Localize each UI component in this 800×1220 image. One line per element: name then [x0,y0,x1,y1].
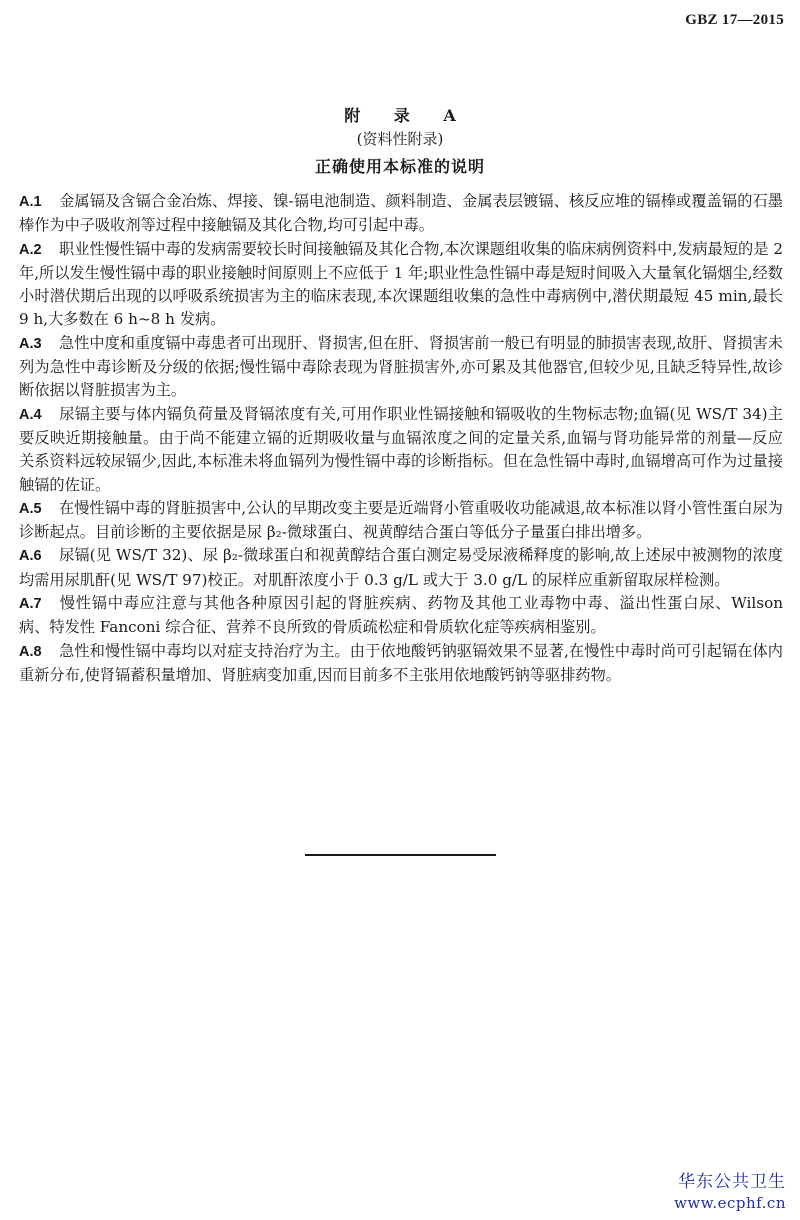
clause-text: 职业性慢性镉中毒的发病需要较长时间接触镉及其化合物,本次课题组收集的临床病例资料中,发病最短的是 2 年,所以发生慢性镉中毒的职业接触时间原则上不应低于 1 年;职业性急性镉中毒是短时间吸入大量氧化镉烟尘,经数小时潜伏期后出现的以呼吸系统损害为主的临床表现,本次课题组收集的急性中毒病例中,潜伏期最短 45 min,最长 9 h,大多数在 6 h~8 h 发病。 [19,239,783,329]
clause-text: 尿镉主要与体内镉负荷量及肾镉浓度有关,可用作职业性镉接触和镉吸收的生物标志物;血镉(见 WS/T 34)主要反映近期接触量。由于尚不能建立镉的近期吸收量与血镉浓度之间的定量关系,血镉与肾功能异常的剂量—反应关系资料远较尿镉少,因此,本标准未将血镉列为慢性镉中毒的诊断指标。但在急性镉中毒时,血镉增高可作为过量接触镉的佐证。 [19,404,783,494]
clause-number: A.2 [19,241,42,258]
clause-text: 急性中度和重度镉中毒患者可出现肝、肾损害,但在肝、肾损害前一般已有明显的肺损害表现,故肝、肾损害未列为急性中毒诊断及分级的依据;慢性镉中毒除表现为肾脏损害外,亦可累及其他器官,但较少见,且缺乏特异性,故诊断依据以肾脏损害为主。 [19,333,783,400]
end-divider [305,854,496,856]
appendix-title: 正确使用本标准的说明 [314,157,485,176]
clause-a7 [19,592,783,640]
clause-text: 慢性镉中毒应注意与其他各种原因引起的肾脏疾病、药物及其他工业毒物中毒、溢出性蛋白尿、Wilson 病、特发性 Fanconi 综合征、营养不良所致的骨质疏松症和骨质软化症等疾病相鉴别。 [19,594,783,637]
appendix-body [19,190,783,687]
clause-number: A.7 [19,596,42,613]
watermark [674,1167,786,1212]
clause-a5 [19,497,783,545]
appendix-type: (资料性附录) [356,130,444,148]
clause-number: A.5 [19,500,42,517]
clause-number: A.8 [19,643,42,660]
clause-a1 [19,190,783,238]
watermark-name: 华东公共卫生 [678,1172,786,1192]
clause-text: 金属镉及含镉合金冶炼、焊接、镍-镉电池制造、颜料制造、金属表层镀镉、核反应堆的镉棒或覆盖镉的石墨棒作为中子吸收剂等过程中接触镉及其化合物,均可引起中毒。 [19,192,783,235]
clause-text: 急性和慢性镉中毒均以对症支持治疗为主。由于依地酸钙钠驱镉效果不显著,在慢性中毒时尚可引起镉在体内重新分布,使肾镉蓄积量增加、肾脏病变加重,因而目前多不主张用依地酸钙钠等驱排药物。 [19,641,783,684]
watermark-url: www.ecphf.cn [674,1194,786,1212]
clause-number: A.1 [19,194,42,210]
clause-a3 [19,332,783,403]
clause-text: 在慢性镉中毒的肾脏损害中,公认的早期改变主要是近端肾小管重吸收功能减退,故本标准以肾小管性蛋白尿为诊断起点。目前诊断的主要依据是尿 β₂-微球蛋白、视黄醇结合蛋白等低分子量蛋白排出增多。 [19,498,783,542]
document-code: GBZ 17—2015 [685,12,784,28]
clause-text: 尿镉(见 WS/T 32)、尿 β₂-微球蛋白和视黄醇结合蛋白测定易受尿液稀释度的影响,故上述尿中被测物的浓度均需用尿肌酐(见 WS/T 97)校正。对肌酐浓度小于 0.3 g/L 或大于 3.0 g/L 的尿样应重新留取尿样检测。 [19,546,783,589]
clause-a6 [19,544,783,592]
clause-a8 [19,640,783,688]
clause-a4 [19,403,783,497]
clause-number: A.6 [19,548,42,565]
clause-a2 [19,238,783,332]
clause-number: A.4 [19,406,42,423]
appendix-label: 附 录 A [344,106,470,125]
clause-number: A.3 [19,335,42,352]
